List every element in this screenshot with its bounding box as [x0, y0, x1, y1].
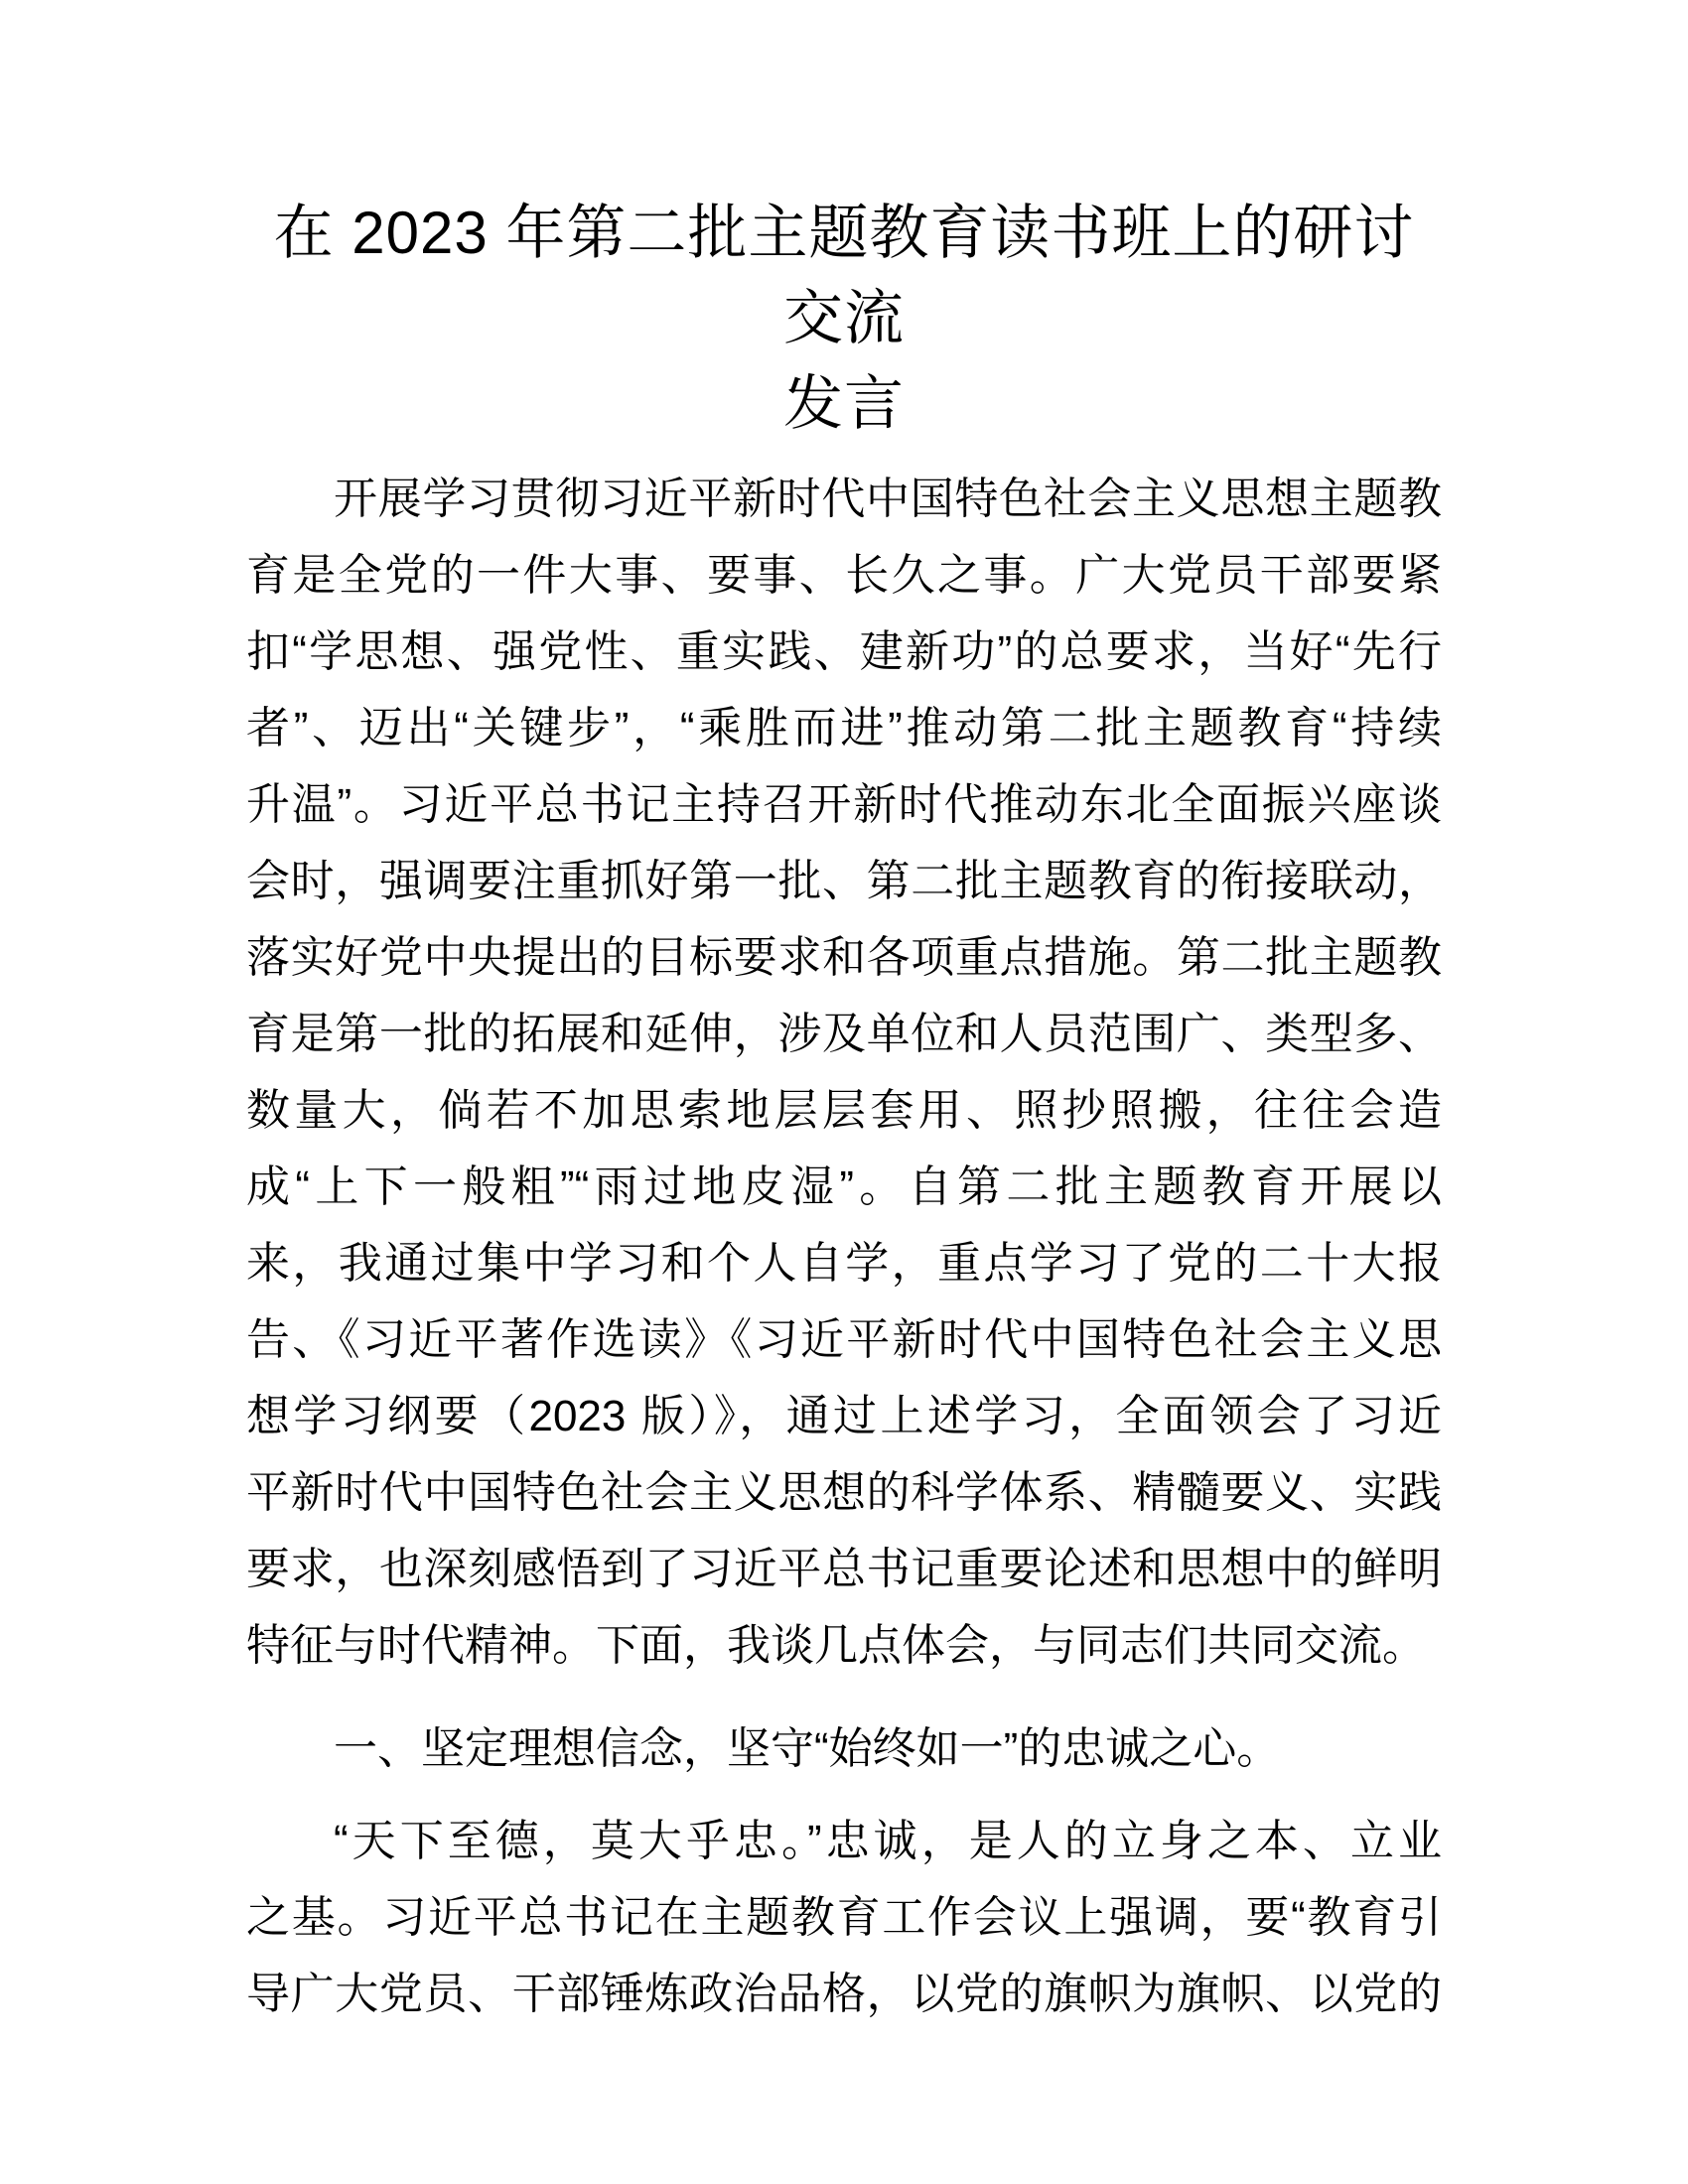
text-line: 来，我通过集中学习和个人自学，重点学习了党的二十大报 — [246, 1239, 1442, 1288]
paragraph-intro — [246, 461, 1442, 1684]
paragraph-loyalty — [246, 1803, 1442, 2032]
document-title-line-2: 发言 — [783, 370, 905, 437]
text-line: 成“上下一般粗”“雨过地皮湿”。自第二批主题教育开展以 — [246, 1162, 1442, 1211]
text-line: 育是全党的一件大事、要事、长久之事。广大党员干部要紧 — [246, 551, 1442, 600]
text-line: 平新时代中国特色社会主义思想的科学体系、精髓要义、实践 — [246, 1468, 1442, 1517]
text-line: 开展学习贯彻习近平新时代中国特色社会主义思想主题教 — [334, 475, 1442, 523]
text-line: 落实好党中央提出的目标要求和各项重点措施。第二批主题教 — [246, 933, 1442, 982]
text-line: 要求，也深刻感悟到了习近平总书记重要论述和思想中的鲜明 — [246, 1545, 1442, 1593]
document-title — [246, 191, 1442, 447]
text-line: 想学习纲要（2023 版）》，通过上述学习，全面领会了习近 — [246, 1392, 1442, 1440]
text-line: 之基。习近平总书记在主题教育工作会议上强调，要“教育引 — [246, 1893, 1442, 1942]
text-line: 导广大党员、干部锤炼政治品格，以党的旗帜为旗帜、以党的 — [246, 1970, 1442, 2018]
text-line: 告、《习近平著作选读》《习近平新时代中国特色社会主义思 — [246, 1315, 1442, 1364]
text-line: 数量大，倘若不加思索地层层套用、照抄照搬，往往会造 — [246, 1086, 1442, 1135]
text-line: 者”、迈出“关键步”，“乘胜而进”推动第二批主题教育“持续 — [246, 704, 1442, 752]
text-line: 升温”。习近平总书记主持召开新时代推动东北全面振兴座谈 — [246, 780, 1442, 829]
text-line: 育是第一批的拓展和延伸，涉及单位和人员范围广、类型多、 — [246, 1010, 1442, 1058]
text-line: “天下至德，莫大乎忠。”忠诚，是人的立身之本、立业 — [334, 1817, 1442, 1865]
document-title-line-1: 在 2023 年第二批主题教育读书班上的研讨交流 — [273, 200, 1415, 351]
text-line: 特征与时代精神。下面，我谈几点体会，与同志们共同交流。 — [246, 1621, 1426, 1670]
section-heading-1: 一、坚定理想信念，坚守“始终如一”的忠诚之心。 — [334, 1724, 1281, 1773]
text-line: 扣“学思想、强党性、重实践、建新功”的总要求，当好“先行 — [246, 627, 1442, 676]
document-content — [246, 0, 1442, 2032]
text-line: 会时，强调要注重抓好第一批、第二批主题教育的衔接联动， — [246, 857, 1442, 905]
